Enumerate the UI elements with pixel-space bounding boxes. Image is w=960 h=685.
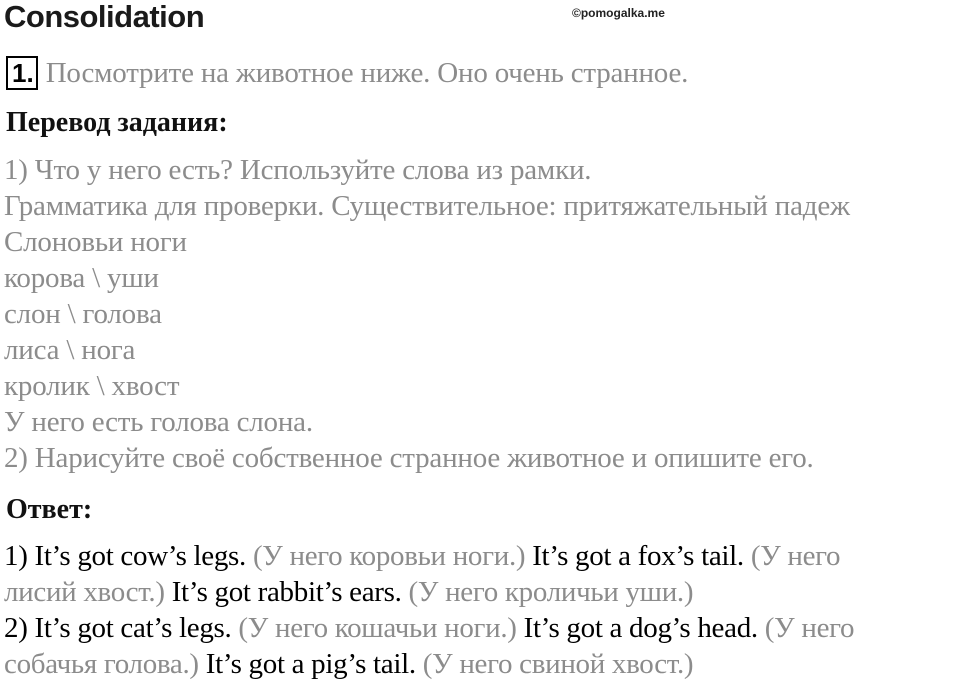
translation-line: 2) Нарисуйте своё собственное странное животное и опишите его. (4, 442, 814, 474)
translation-line: У него есть голова слона. (4, 406, 313, 438)
translation-heading: Перевод задания: (6, 107, 228, 138)
translation-line: кролик \ хвост (4, 370, 180, 402)
translation-line: корова \ уши (4, 262, 159, 294)
translation-line: слон \ голова (4, 298, 162, 330)
translation-line: 1) Что у него есть? Используйте слова из рамки. (4, 154, 592, 186)
answer-english: 1) It’s got cow’s legs. (4, 540, 246, 572)
page-title: Consolidation (4, 0, 205, 34)
answer-line (4, 538, 954, 574)
answer-english: 2) It’s got cat’s legs. (4, 612, 232, 644)
answer-russian: лисий хвост.) (4, 576, 165, 608)
task-row (6, 56, 688, 90)
task-text: Посмотрите на животное ниже. Оно очень странное. (45, 56, 689, 89)
answer-english: It’s got a dog’s head. (516, 612, 758, 644)
answer-line (4, 610, 954, 646)
answer-line (4, 574, 954, 610)
answer-heading: Ответ: (6, 494, 93, 525)
answer-russian: (У него (757, 612, 855, 644)
translation-line: Грамматика для проверки. Существительное: притяжательный падеж (4, 190, 850, 222)
watermark: ©pomogalka.me (572, 6, 665, 20)
answer-english: It’s got a pig’s tail. (198, 648, 416, 680)
answer-english: It’s got rabbit’s ears. (164, 576, 402, 608)
answer-russian: (У него коровьи ноги.) (246, 540, 526, 572)
answer-russian: (У него свиной хвост.) (415, 648, 694, 680)
translation-line: лиса \ нога (4, 334, 136, 366)
translation-line: Слоновьи ноги (4, 226, 187, 258)
answer-line (4, 646, 954, 682)
task-number-badge: 1. (6, 56, 38, 90)
translation-list (4, 152, 850, 476)
answer-block (4, 538, 954, 682)
answer-russian: (У него (743, 540, 841, 572)
answer-english: It’s got a fox’s tail. (525, 540, 744, 572)
answer-russian: (У него кошачьи ноги.) (231, 612, 517, 644)
answer-russian: (У него кроличьи уши.) (401, 576, 694, 608)
answer-russian: собачья голова.) (4, 648, 199, 680)
